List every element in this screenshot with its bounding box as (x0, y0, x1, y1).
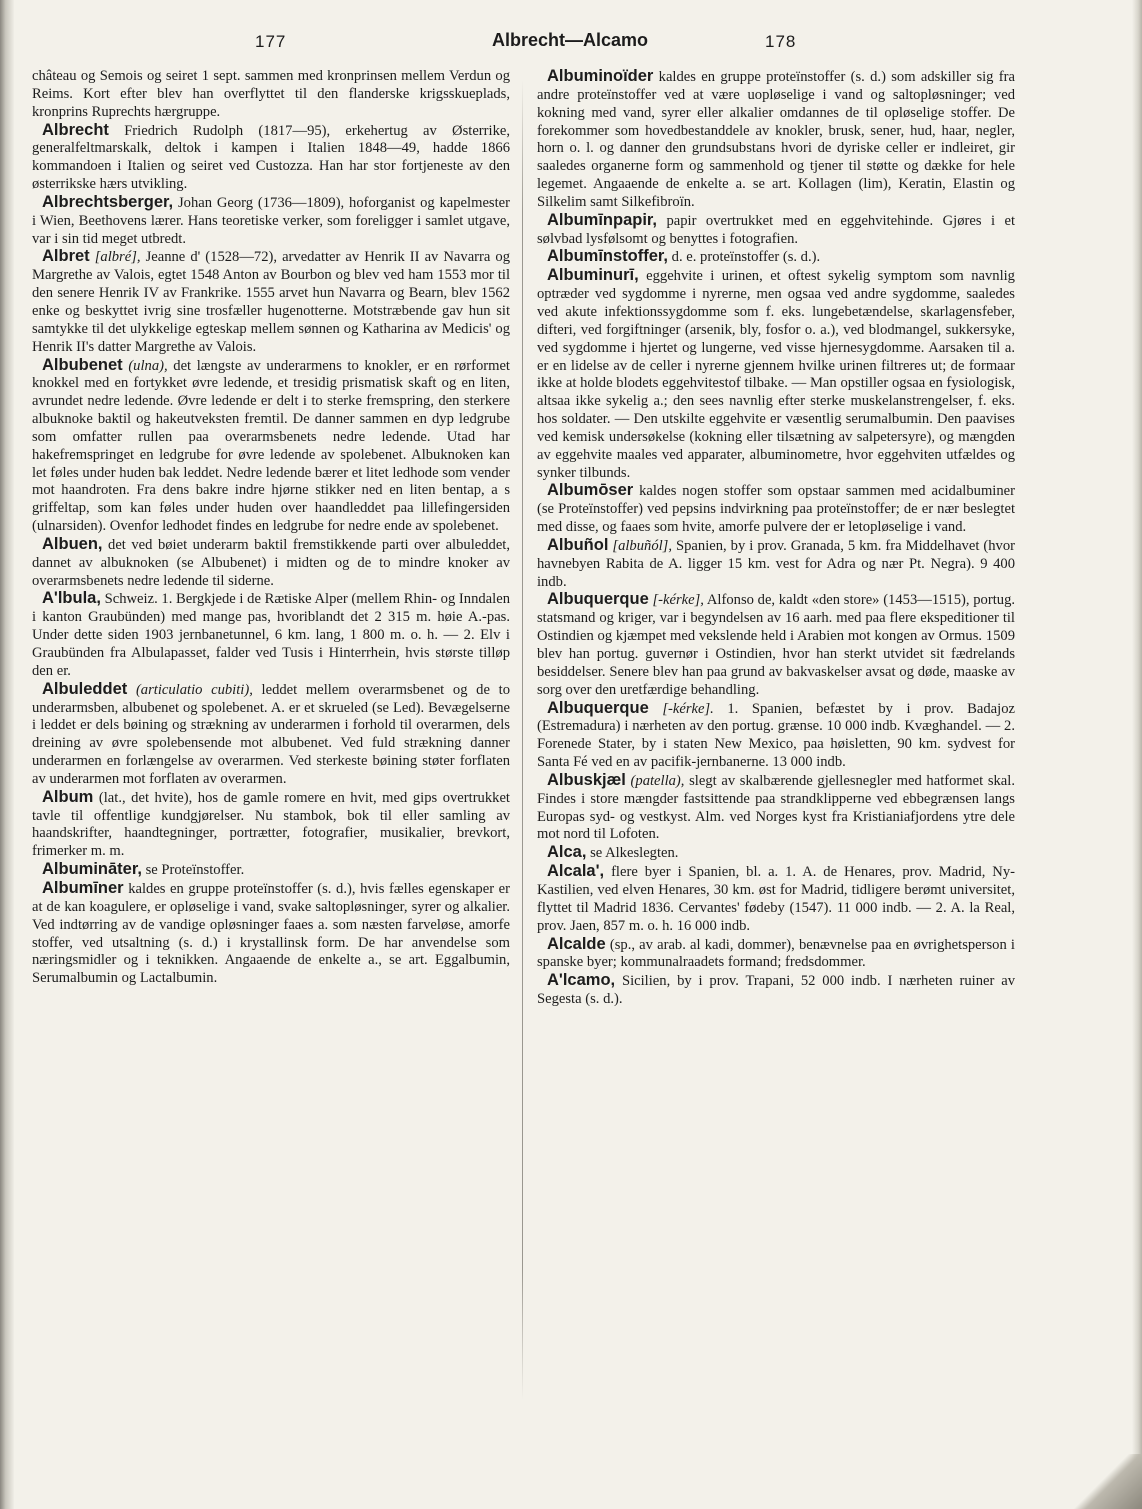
dictionary-entry (32, 789, 510, 861)
entry-text: Alfonso de, kaldt «den store» (1453—1515), portug. statsmand og kriger, var i begyndelsen av 16 aarh. med paa flere ekspeditioner til Ostindien og kjæmpet med vekslende held i Arabien mot kongen av Ormus. 1509 blev han portug. guvernør i Ostindien, hvor han sterkt utvidet sit fædrelands besiddelser. Senere blev han paa grund av bakvaskelser avsat og døde, maaske av sorg over den uretfærdige behandling. (537, 592, 1015, 698)
dictionary-entry (537, 248, 1015, 267)
entry-text: (lat., det hvite), hos de gamle romere en hvit, med gips overtrukket tavle til offentlige kundgjørelser. Nu stambok, bok til eller samling av haandskrifter, haandtegninger, portrætter, fotografier, musikalier, brevkort, frimerker m. m. (32, 789, 510, 860)
entry-text: château og Semois og seiret 1 sept. sammen med kronprinsen mellem Verdun og Reims. Kort efter blev han overflyttet til den flanderske krigsskueplads, kronprins Ruprechts hærgruppe. (32, 68, 510, 120)
dictionary-entry (32, 536, 510, 591)
page-number-left: 177 (255, 32, 287, 51)
entry-text: (sp., av arab. al kadi, dommer), benævnelse paa en øvrighetsperson i spanske byer; kommunalraadets formand; fredsdommer. (537, 936, 1015, 971)
entry-headword: Albuen, (42, 534, 103, 553)
dictionary-entry (537, 863, 1015, 935)
column-left (32, 68, 510, 1428)
dictionary-entry (537, 700, 1015, 772)
entry-text: Johan Georg (1736—1809), hoforganist og kapelmester i Wien, Beethovens lærer. Hans teoretiske verker, som foreligger i samlet utgave, var i sin tid meget utbredt. (32, 194, 510, 247)
entry-headword: Albuminoïder (547, 68, 654, 85)
entry-pronunciation: (patella), (630, 772, 685, 789)
dictionary-entry (32, 122, 510, 194)
page-edge-shadow (1132, 0, 1142, 1509)
entry-text: 1. Spanien, befæstet by i prov. Badajoz (Estremadura) i nærheten av den portug. grænse. 10 000 indb. Kvæghandel. — 2. Forenede Stater, by i staten New Mexico, paa høisletten, 90 km. sydvest for Santa Fé ved en av pacifik-jernbanerne. 13 000 indb. (537, 700, 1015, 771)
entry-headword: A'lbula, (42, 589, 101, 608)
entry-pronunciation: [-kérke]. (662, 700, 714, 717)
entry-headword: Albumīner (42, 878, 124, 897)
entry-headword: Albret (42, 247, 90, 266)
entry-text: Sicilien, by i prov. Trapani, 52 000 indb. I nærheten ruiner av Segesta (s. d.). (537, 973, 1015, 1008)
dictionary-entry (32, 681, 510, 789)
dictionary-entry (32, 880, 510, 988)
entry-text: flere byer i Spanien, bl. a. 1. A. de Henares, prov. Madrid, Ny-Kastilien, ved elven Henares, 30 km. øst for Madrid, tidligere berømt universitet, flyttet til Madrid 1836. Cervantes' fødeby (1547). 11 000 indb. — 2. A. la Real, prov. Jaen, 857 m. o. h. 16 000 indb. (537, 864, 1015, 934)
dictionary-entry (537, 537, 1015, 592)
entry-headword: Albuquerque (547, 590, 649, 609)
entry-pronunciation: [albuñól], (612, 537, 673, 554)
dictionary-entry (537, 844, 1015, 863)
dictionary-entry (537, 68, 1015, 212)
entry-text: det længste av underarmens to knokler, er en rørformet knokkel med en fortykket øvre ledende, et tresidig prismatisk skaft og en liten, avrundet nedre ledende. Øvre ledende er delt i to sterke fremspring, den sterkere albuknoke baktil og hakeutveksten fremtil. De danner sammen en dyp ledgrube som omfatter rullen paa overarmsbenets nedre ledende. Utad har hakefremspringet en ledgrube for øvre ledende av spolebenet. Albuknoken kan let føles under huden bak leddet. Nedre ledende bærer et litet ledhode som vender mot haandroten. Fra dens bakre indre hjørne stikker ned en liten bentap, a s griffeltap, som kan føles under huden over haandleddet paa lillefingersiden (ulnarsiden). Ovenfor ledhodet findes en ledgrube for nedre ende av spolebenet. (32, 357, 510, 535)
dictionary-entry (32, 68, 510, 122)
entry-headword: Albubenet (42, 355, 123, 374)
dictionary-entry (32, 861, 510, 880)
running-header (40, 30, 1100, 56)
entry-headword: Albuñol (547, 535, 609, 554)
entry-headword: Albumōser (547, 481, 634, 500)
entry-pronunciation: [-kérke], (652, 592, 704, 609)
entry-headword: Albuskjæl (547, 770, 626, 789)
entry-headword: Albuminurī, (547, 266, 639, 285)
dictionary-entry (537, 482, 1015, 537)
entry-text: papir overtrukket med en eggehvitehinde. Gjøres i et sølvbad lysfølsomt og benyttes i fotografien. (537, 212, 1015, 247)
dictionary-entry (537, 972, 1015, 1009)
dictionary-entry (537, 591, 1015, 699)
book-spine-shadow (0, 0, 14, 1509)
entry-text: kaldes en gruppe proteïnstoffer (s. d.), hvis fælles egenskaper er at de kan koagulere, er opløselige i vand, svake saltopløsninger, syrer og alkalier. Ved indtørring av de vandige opløsninger faaes a. som næsten farveløse, amorfe stoffer, ved utsaltning (s. d.) i krystallinsk form. De har anvendelse som næringsmidler og i teknikken. Angaaende de enkelte a., se art. Eggalbumin, Serumalbumin og Lactalbumin. (32, 880, 510, 987)
running-title: Albrecht—Alcamo (491, 30, 649, 50)
page-number-right: 178 (765, 32, 797, 51)
entry-headword: Album (42, 787, 94, 806)
entry-headword: Albuquerque (547, 698, 649, 717)
column-right (537, 68, 1015, 1428)
entry-text: Schweiz. 1. Bergkjede i de Rætiske Alper (mellem Rhin- og Inndalen i kanton Graubünden) med mange pas, hvoriblandt det 2 315 m. høie A.-pas. Under dette siden 1903 jernbanetunnel, 6 km. lang, 1 800 m. o. h. — 2. Elv i Graubünden fra Albulapasset, falder ved Tusis i Hinterrhein, hvis største tilløp den er. (32, 591, 510, 679)
entry-headword: A'lcamo, (547, 971, 616, 990)
entry-text: Jeanne d' (1528—72), arvedatter av Henrik II av Navarra og Margrethe av Valois, egtet 1548 Anton av Bourbon og blev ved ham 1553 mor til den senere Henrik IV av Frankrike. 1555 arvet hun Navarra og Bearn, blev 1562 enke og beskyttet ivrig sine trosfæller hugenotterne. Motstræbende gav hun sit samtykke til det ulykkelige egteskap mellem sønnen og Katharina av Medicis' og Henrik II's datter Margrethe av Valois. (32, 249, 510, 355)
entry-pronunciation: (articulatio cubiti), (135, 681, 253, 698)
dictionary-entry (32, 248, 510, 356)
dictionary-entry (32, 590, 510, 680)
entry-pronunciation: (ulna), (128, 357, 168, 374)
entry-headword: Alcalde (547, 934, 606, 953)
dictionary-entry (537, 772, 1015, 844)
dictionary-entry (537, 267, 1015, 482)
column-divider (522, 80, 523, 1400)
entry-text: slegt av skalbærende gjellesnegler med hatformet skal. Findes i store mængder fastsittende paa strandklipperne ved ebbegrænsen langs Europas syd- og vestkyst. Alm. ved Norges kyst fra Kristianiafjordens ytre dele mot nord til Lofoten. (537, 772, 1015, 843)
entry-text: se Alkeslegten. (590, 845, 679, 862)
entry-headword: Alcala', (547, 862, 605, 881)
entry-text: eggehvite i urinen, et oftest sykelig symptom som navnlig optræder ved sygdomme i nyrerne, men ogsaa ved andre sygdomme, saaledes ved akute infektionssygdomme som f. eks. lungebetændelse, skarlagensfeber, difteri, ved forgiftninger (arsenik, bly, fosfor o. a.), ved blodmangel, sukkersyke, ved sygdomme i hjertet og lungerne, ved visse hjernesygdomme. Aarsaken til a. er en lidelse av de celler i nyrerne gjennem hvilke urinen filtreres ut; de formaar ikke at holde blodets eggehvitestof tilbake. — Man opstiller ogsaa en fysiologisk, altsaa ikke sykelig a.; den sees navnlig efter sterke muskelanstrengelser, f. eks. hos soldater. — Den utskilte eggehvite er væsentlig serumalbumin. Den paavises ved kemisk undersøkelse (kokning eller tilsætning av salpetersyre), og mængden av eggehvite maales ved apparater, albuminometre, hvor eggehviten utfældes og synker tilbunds. (537, 268, 1015, 481)
dictionary-entry (32, 194, 510, 249)
entry-text: d. e. proteïnstoffer (s. d.). (671, 249, 821, 266)
entry-text: Spanien, by i prov. Granada, 5 km. fra Middelhavet (hvor havnebyen Rabita de A. ligger 15 km. vest for Adra og nær Pt. Negra). 9 400 indb. (537, 537, 1015, 590)
entry-text: kaldes nogen stoffer som opstaar sammen med acidalbuminer (se Proteïnstoffer) ved pepsins indvirkning paa proteïnstoffer; de er nær beslegtet med disse, og faaes som hvite, amorfe pulvere der er letopløselige i vand. (537, 483, 1015, 536)
dictionary-entry (537, 936, 1015, 973)
entry-headword: Albumināter, (42, 860, 142, 879)
entry-headword: Albumīnstoffer, (547, 247, 669, 266)
entry-text: se Proteïnstoffer. (145, 862, 245, 879)
entry-text: leddet mellem overarmsbenet og de to underarmsben, albubenet og spolebenet. A. er et skrueled (se Led). Bevægelserne i leddet er dels bøining og strækning av underarmen i forhold til overarmen, dels dreining av øvre spolebensende mot albubenet. Ved fuld strækning danner underarmen en forlængelse av overarmen. Ved sterkeste bøining støter forflaten av underarmen mot forflaten av overarmen. (32, 681, 510, 787)
dictionary-entry (32, 357, 510, 536)
entry-headword: Albrechtsberger, (42, 192, 174, 211)
entry-pronunciation: [albré], (94, 249, 141, 266)
dictionary-entry (537, 212, 1015, 249)
entry-headword: Albuleddet (42, 679, 128, 698)
entry-headword: Albumīnpapir, (547, 210, 658, 229)
entry-headword: Albrecht (42, 120, 109, 139)
entry-text: kaldes en gruppe proteïnstoffer (s. d.) som adskiller sig fra andre proteïnstoffer ved at være uopløselige i vand og saltopløsninger; ved kokning med vand, syrer eller alkalier omdannes de til opløselige stoffer. De forekommer som hovedbestanddele av knokler, brusk, sener, hud, haar, negler, horn o. l. og danner den grundsubstans hvori de dyriske celler er indleiret, gir saaledes organerne form og sammenhold og tjener til støtte og dække for hele legemet. Angaaende de enkelte a. se art. Kollagen (lim), Keratin, Elastin og Silkelim samt Silkefibroïn. (537, 69, 1015, 210)
page-corner-curl (1072, 1454, 1142, 1509)
entry-text: Friedrich Rudolph (1817—95), erkehertug av Østerrike, generalfeltmarskalk, deltok i kampen i Italien 1848—49, hadde 1866 kommandoen i Italien og seiret ved Custozza. Han har stor fortjeneste av den østerrikske hærs utvikling. (32, 122, 510, 193)
entry-text: det ved bøiet underarm baktil fremstikkende parti over albuleddet, dannet av albuknoken (se Albubenet) i midten og de to mindre knoker av overarmsbenets nedre ledende til siderne. (32, 536, 510, 589)
entry-headword: Alca, (547, 843, 587, 862)
